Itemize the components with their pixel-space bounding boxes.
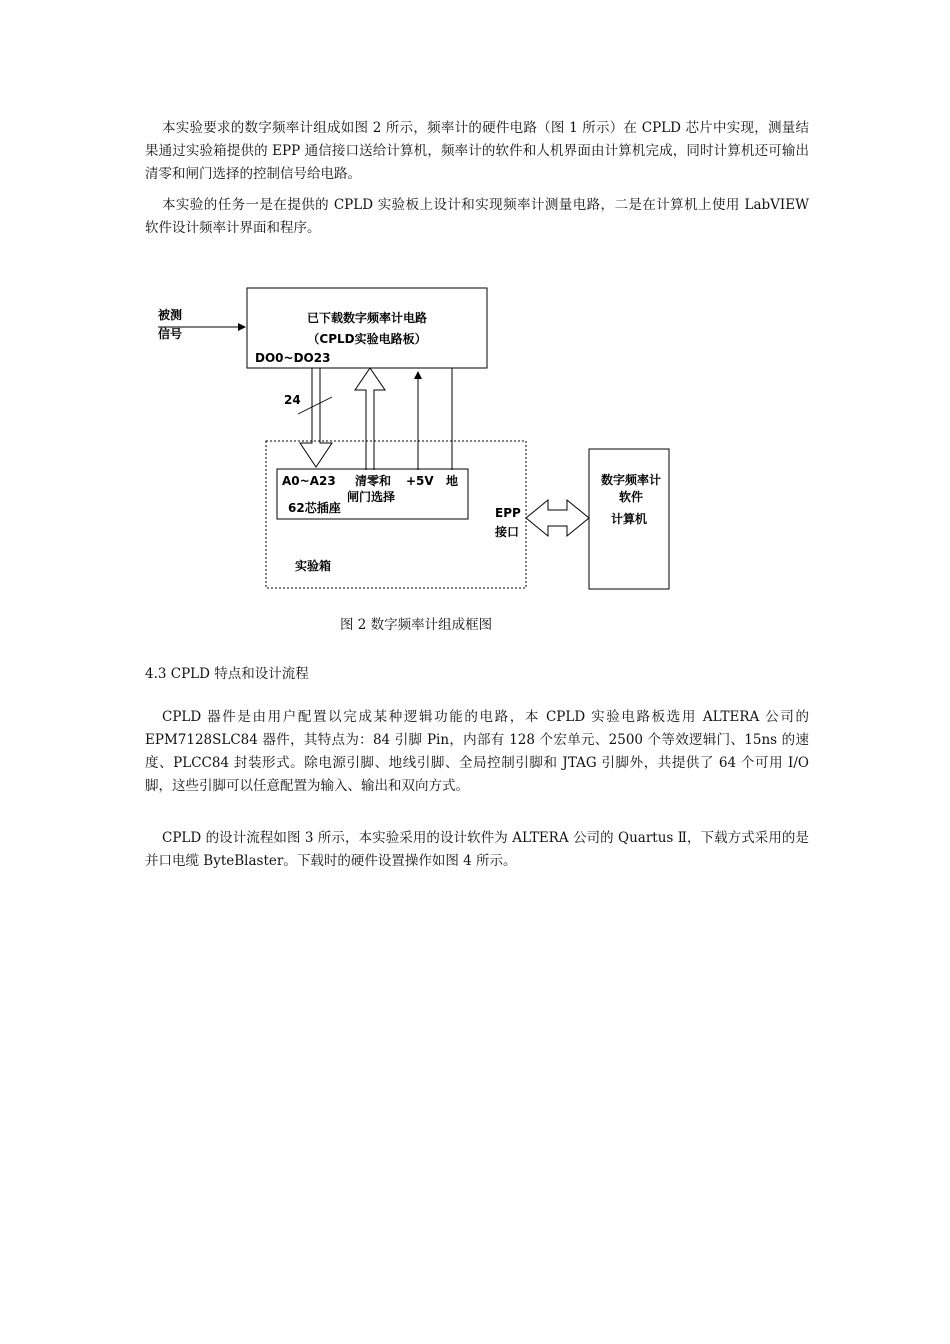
input-signal-label-2: 信号	[158, 327, 183, 341]
section-heading: 4.3 CPLD 特点和设计流程	[145, 666, 309, 682]
power-label: +5V	[406, 474, 434, 488]
paragraph-4: CPLD 的设计流程如图 3 所示，本实验采用的设计软件为 ALTERA 公司的 Quartus Ⅱ，下载方式采用的是并口电缆 ByteBlaster。下载时的硬件设置操作如图 4 所示。	[145, 830, 809, 869]
paragraph-3: CPLD 器件是由用户配置以完成某种逻辑功能的电路，本 CPLD 实验电路板选用 ALTERA 公司的 EPM7128SLC84 器件，其特点为：84 引脚 Pin，内部有 128 个宏单元、2500 个等效逻辑门、15ns 的速度、PLCC84 封装形式。除电源引脚、地线引脚、全局控制引脚和 JTAG 引脚外，共提供了 64 个可用 I/O 脚，这些引脚可以任意配置为输入、输出和双向方式。	[145, 709, 809, 794]
computer-label-3: 计算机	[610, 512, 648, 526]
paragraph-2: 本实验的任务一是在提供的 CPLD 实验板上设计和实现频率计测量电路，二是在计算机上使用 LabVIEW 软件设计频率计界面和程序。	[145, 197, 809, 236]
cpld-board-subtitle: （CPLD实验电路板）	[307, 332, 427, 346]
socket-label: 62芯插座	[288, 501, 341, 515]
ground-label: 地	[446, 474, 459, 488]
cpld-output-pins: DO0~DO23	[255, 351, 331, 365]
block-diagram	[0, 0, 950, 640]
paragraph-1: 本实验要求的数字频率计组成如图 2 所示，频率计的硬件电路（图 1 所示）在 CPLD 芯片中实现，测量结果通过实验箱提供的 EPP 通信接口送给计算机，频率计的软件和人机界面由计算机完成，同时计算机还可输出清零和闸门选择的控制信号给电路。	[145, 120, 809, 182]
clear-gate-label: 清零和	[355, 474, 392, 488]
clear-gate-label-2: 闸门选择	[347, 490, 396, 504]
epp-double-arrow	[526, 500, 589, 536]
control-signal-arrow	[355, 368, 385, 470]
computer-label-1: 数字频率计	[600, 473, 662, 487]
cpld-board-title: 已下载数字频率计电路	[306, 311, 428, 325]
bus-width-slash	[298, 397, 332, 414]
socket-pins-label: A0~A23	[282, 474, 336, 488]
experiment-box-label: 实验箱	[295, 559, 332, 573]
bus-width-label: 24	[284, 393, 301, 407]
data-bus-arrow	[300, 368, 332, 467]
computer-label-2: 软件	[618, 490, 644, 504]
epp-label-2: 接口	[495, 525, 520, 539]
figure-caption: 图 2 数字频率计组成框图	[340, 617, 493, 633]
epp-label: EPP	[495, 506, 521, 520]
input-signal-label: 被测	[158, 308, 183, 322]
